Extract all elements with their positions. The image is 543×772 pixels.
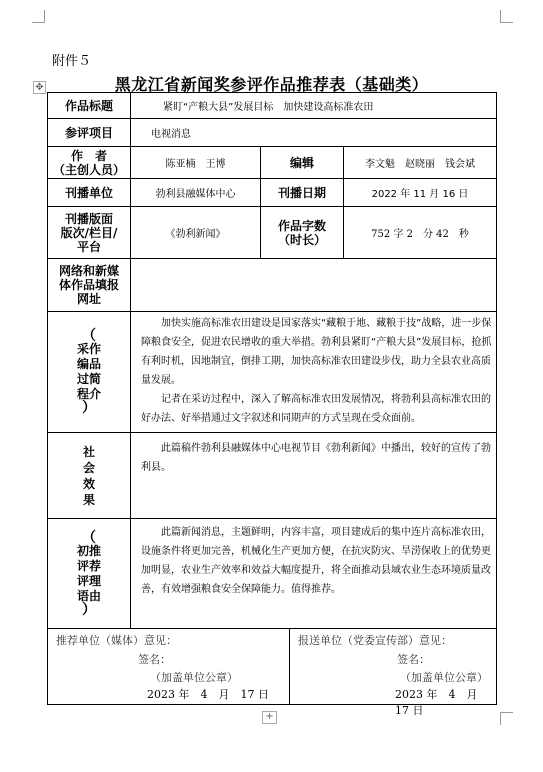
table-row xyxy=(48,629,497,705)
column-label xyxy=(48,207,131,259)
web-label-line: 体作品填报 xyxy=(58,278,119,292)
web-value[interactable] xyxy=(131,259,497,312)
recommend-unit-date: 2023 年 4 月 17 日 xyxy=(147,688,269,701)
process-label-line: 编品 xyxy=(76,357,101,371)
submit-unit-seal: （加盖单位公章） xyxy=(400,671,488,684)
corner-mark-top-right xyxy=(500,10,513,23)
review-label-line: 评理 xyxy=(76,573,101,588)
effect-text[interactable] xyxy=(131,433,497,519)
process-label xyxy=(48,312,131,433)
process-label-line: （ xyxy=(82,328,96,344)
author-label xyxy=(48,147,131,179)
length-value[interactable]: 752 字 2 分 42 秒 xyxy=(344,207,497,259)
table-move-handle-icon[interactable]: ✥ xyxy=(33,81,46,94)
recommend-unit-seal: （加盖单位公章） xyxy=(150,671,238,684)
submit-unit-date: 2023 年 4 月 17 日 xyxy=(395,688,489,717)
process-paragraph: 加快实施高标准农田建设是国家落实“藏粮于地、藏粮于技”战略，进一步保障粮食安全，促进农民增收的重大举措。勃利县紧盯“产粮大县”发展目标，抢抓有利时机，因地制宜，倒排工期，加快高标准农田建设步伐，助力全县农业高质量发展。 xyxy=(141,318,492,386)
corner-mark-top-left xyxy=(32,10,45,23)
recommend-unit-opinion[interactable] xyxy=(48,629,290,705)
work-title-value[interactable]: 紧盯“产粮大县”发展目标 加快建设高标准农田 xyxy=(131,93,497,119)
review-label-line: ） xyxy=(82,601,96,618)
form-title: 黑龙江省新闻奖参评作品推荐表（基础类） xyxy=(114,75,429,94)
table-row xyxy=(48,119,497,147)
editor-label: 编辑 xyxy=(261,147,344,179)
effect-label xyxy=(48,433,131,519)
web-label-line: 网络和新媒 xyxy=(58,264,119,278)
review-label-line: 初推 xyxy=(76,543,101,558)
process-label-line: 过简 xyxy=(76,372,101,386)
web-label-line: 网址 xyxy=(76,292,101,306)
process-label-line: ） xyxy=(82,400,96,416)
table-row xyxy=(48,179,497,207)
length-label-line: （时长） xyxy=(277,232,326,247)
effect-label-line: 社 xyxy=(82,444,95,459)
unit-value[interactable]: 勃利县融媒体中心 xyxy=(131,179,261,207)
process-label-line: 采作 xyxy=(76,342,101,356)
effect-label-line: 果 xyxy=(82,492,95,507)
process-label-line: 程介 xyxy=(76,387,101,401)
project-label: 参评项目 xyxy=(48,119,131,147)
table-row xyxy=(48,312,497,433)
recommendation-table xyxy=(47,92,497,717)
recommend-unit-sign: 签名： xyxy=(138,653,171,666)
effect-label-line: 会 xyxy=(82,460,95,475)
column-value[interactable]: 《勃利新闻》 xyxy=(131,207,261,259)
table-row xyxy=(48,519,497,629)
author-label-line: （主创人员） xyxy=(52,162,125,177)
review-label xyxy=(48,519,131,629)
corner-mark-bottom-right xyxy=(500,712,513,725)
date-value[interactable]: 2022 年 11 月 16 日 xyxy=(344,179,497,207)
table-row xyxy=(48,93,497,119)
table-row xyxy=(48,207,497,259)
table-row xyxy=(48,259,497,312)
column-label-line: 平台 xyxy=(76,239,101,254)
process-text[interactable] xyxy=(131,312,497,433)
web-label xyxy=(48,259,131,312)
work-title-label: 作品标题 xyxy=(48,93,131,119)
project-value[interactable]: 电视消息 xyxy=(131,119,497,147)
submit-unit-sign: 签名： xyxy=(397,653,430,666)
effect-paragraph: 此篇稿件勃利县融媒体中心电视节目《勃利新闻》中播出，较好的宣传了勃利县。 xyxy=(141,443,491,473)
unit-label: 刊播单位 xyxy=(48,179,131,207)
length-label-line: 作品字数 xyxy=(277,218,326,233)
review-label-line: （ xyxy=(82,529,96,546)
date-label: 刊播日期 xyxy=(261,179,344,207)
process-paragraph: 记者在采访过程中，深入了解高标准农田发展情况，将勃利县高标准农田的好办法、好举措通过文字叙述和同期声的方式呈现在受众面前。 xyxy=(141,394,491,424)
table-row xyxy=(48,433,497,519)
submit-unit-opinion[interactable] xyxy=(290,629,497,717)
recommend-unit-title: 推荐单位（媒体）意见： xyxy=(56,634,177,647)
review-label-line: 评荐 xyxy=(76,558,101,573)
table-row xyxy=(48,147,497,179)
submit-unit-title: 报送单位（党委宣传部）意见： xyxy=(298,634,452,647)
author-value[interactable]: 陈亚楠 王博 xyxy=(131,147,261,179)
review-paragraph: 此篇新闻消息，主题鲜明，内容丰富，项目建成后的集中连片高标准农田，设施条件将更加完善，机械化生产更加方便，在抗灾防灾、旱涝保收上的优势更加明显，农业生产效率和效益大幅度提升，将全面推动县域农业生态环境质量改善，有效增强粮食安全保障能力。值得推荐。 xyxy=(141,527,491,595)
column-label-line: 版次/栏目/ xyxy=(60,225,118,240)
column-label-line: 刊播版面 xyxy=(64,211,113,226)
length-label xyxy=(261,207,344,259)
effect-label-line: 效 xyxy=(82,476,95,491)
author-label-line: 作 者 xyxy=(70,148,107,163)
review-text[interactable] xyxy=(131,519,497,629)
add-row-icon[interactable]: + xyxy=(262,711,277,724)
attachment-label: 附件５ xyxy=(52,54,92,69)
editor-value[interactable]: 李文魁 赵晓丽 钱会斌 xyxy=(344,147,497,179)
review-label-line: 语由 xyxy=(76,588,101,603)
